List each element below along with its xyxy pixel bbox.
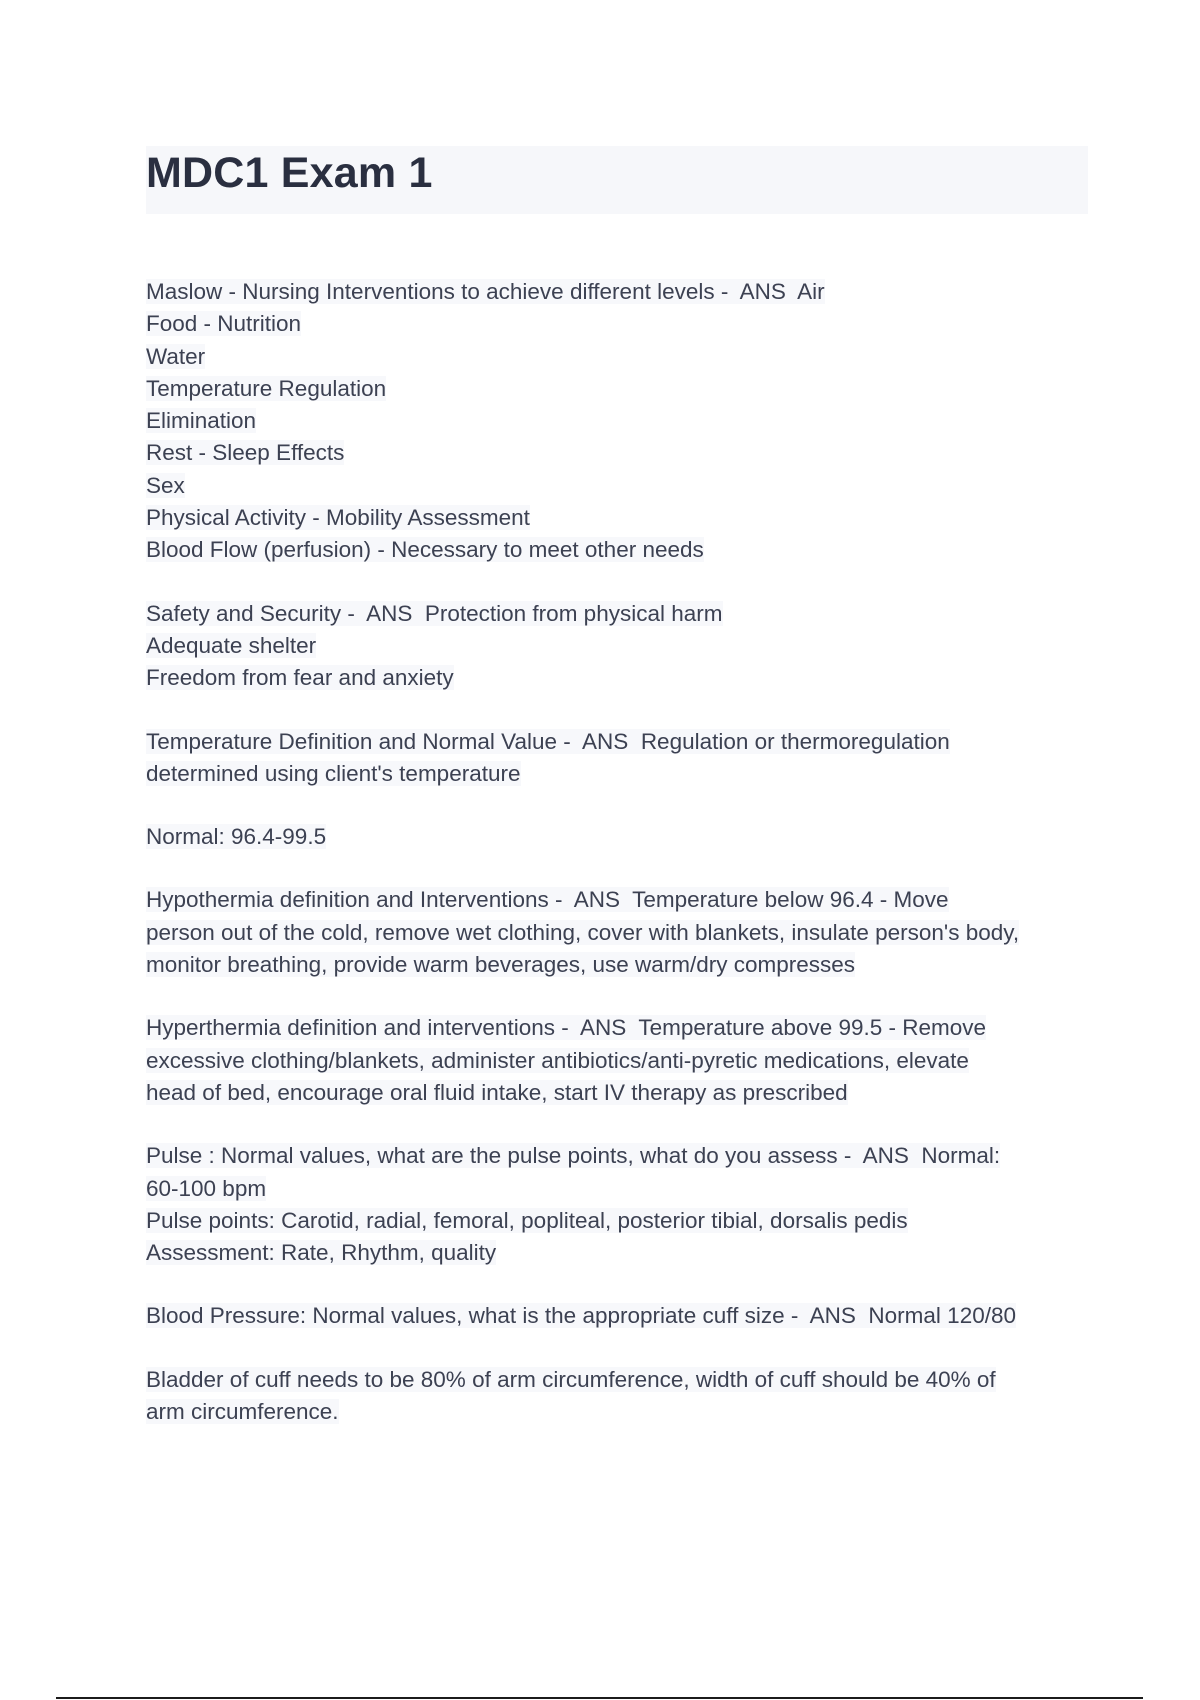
line-text: Freedom from fear and anxiety bbox=[146, 665, 454, 691]
line-text: monitor breathing, provide warm beverages, use warm/dry compresses bbox=[146, 952, 856, 978]
qa-block-pulse bbox=[146, 1140, 1088, 1269]
line-text: Assessment: Rate, Rhythm, quality bbox=[146, 1240, 497, 1266]
page-title: MDC1 Exam 1 bbox=[146, 149, 433, 197]
document-body bbox=[146, 276, 1088, 1459]
line-text: Sex bbox=[146, 472, 185, 498]
line-text: Blood Pressure: Normal values, what is the appropriate cuff size - ANS Normal 120/80 bbox=[146, 1303, 1016, 1329]
text-line bbox=[146, 1012, 1088, 1044]
qa-block-maslow bbox=[146, 276, 1088, 567]
line-text: Temperature Regulation bbox=[146, 375, 387, 401]
line-text: Adequate shelter bbox=[146, 632, 317, 658]
line-text: Pulse points: Carotid, radial, femoral, popliteal, posterior tibial, dorsalis pedis bbox=[146, 1207, 908, 1233]
qa-block-hypothermia bbox=[146, 884, 1088, 981]
text-line bbox=[146, 502, 1088, 534]
line-text: Blood Flow (perfusion) - Necessary to meet other needs bbox=[146, 537, 704, 563]
text-line bbox=[146, 662, 1088, 694]
line-text: arm circumference. bbox=[146, 1399, 339, 1425]
qa-block-safety bbox=[146, 598, 1088, 695]
qa-block-blood-pressure bbox=[146, 1300, 1088, 1332]
text-line bbox=[146, 917, 1088, 949]
text-line bbox=[146, 1205, 1088, 1237]
line-text: Safety and Security - ANS Protection from physical harm bbox=[146, 600, 723, 626]
text-line bbox=[146, 1300, 1088, 1332]
text-line bbox=[146, 758, 1088, 790]
line-text: Bladder of cuff needs to be 80% of arm circumference, width of cuff should be 40% of bbox=[146, 1366, 996, 1392]
line-text: excessive clothing/blankets, administer antibiotics/anti-pyretic medications, elevate bbox=[146, 1047, 969, 1073]
text-line bbox=[146, 1364, 1088, 1396]
line-text: Water bbox=[146, 343, 206, 369]
qa-block-hyperthermia bbox=[146, 1012, 1088, 1109]
text-line bbox=[146, 630, 1088, 662]
text-line bbox=[146, 884, 1088, 916]
qa-block-temperature bbox=[146, 726, 1088, 791]
text-line bbox=[146, 821, 1088, 853]
line-text: Elimination bbox=[146, 408, 257, 434]
qa-block-cuff-size bbox=[146, 1364, 1088, 1429]
text-line bbox=[146, 534, 1088, 566]
text-line bbox=[146, 276, 1088, 308]
text-line bbox=[146, 405, 1088, 437]
text-line bbox=[146, 1237, 1088, 1269]
text-line bbox=[146, 373, 1088, 405]
line-text: head of bed, encourage oral fluid intake, start IV therapy as prescribed bbox=[146, 1079, 848, 1105]
line-text: Pulse : Normal values, what are the pulse points, what do you assess - ANS Normal: bbox=[146, 1143, 1001, 1169]
text-line bbox=[146, 470, 1088, 502]
line-text: determined using client's temperature bbox=[146, 760, 521, 786]
line-text: 60-100 bpm bbox=[146, 1175, 267, 1201]
line-text: Maslow - Nursing Interventions to achieve different levels - ANS Air bbox=[146, 279, 825, 304]
text-line bbox=[146, 949, 1088, 981]
line-text: Hypothermia definition and Interventions - ANS Temperature below 96.4 - Move bbox=[146, 887, 949, 913]
text-line bbox=[146, 726, 1088, 758]
text-line bbox=[146, 1077, 1088, 1109]
text-line bbox=[146, 1140, 1088, 1172]
text-line bbox=[146, 308, 1088, 340]
line-text: Rest - Sleep Effects bbox=[146, 440, 345, 466]
line-text: Temperature Definition and Normal Value - ANS Regulation or thermoregulation bbox=[146, 728, 950, 754]
footer-divider bbox=[56, 1697, 1143, 1699]
text-line bbox=[146, 598, 1088, 630]
text-line bbox=[146, 437, 1088, 469]
text-line bbox=[146, 1045, 1088, 1077]
line-text: Normal: 96.4-99.5 bbox=[146, 824, 327, 850]
text-line bbox=[146, 1173, 1088, 1205]
text-line bbox=[146, 1396, 1088, 1428]
text-line bbox=[146, 341, 1088, 373]
qa-block-normal-temperature bbox=[146, 821, 1088, 853]
line-text: Physical Activity - Mobility Assessment bbox=[146, 505, 530, 531]
line-text: Food - Nutrition bbox=[146, 311, 302, 337]
line-text: person out of the cold, remove wet clothing, cover with blankets, insulate person's body, bbox=[146, 919, 1020, 945]
line-text: Hyperthermia definition and interventions - ANS Temperature above 99.5 - Remove bbox=[146, 1015, 987, 1041]
